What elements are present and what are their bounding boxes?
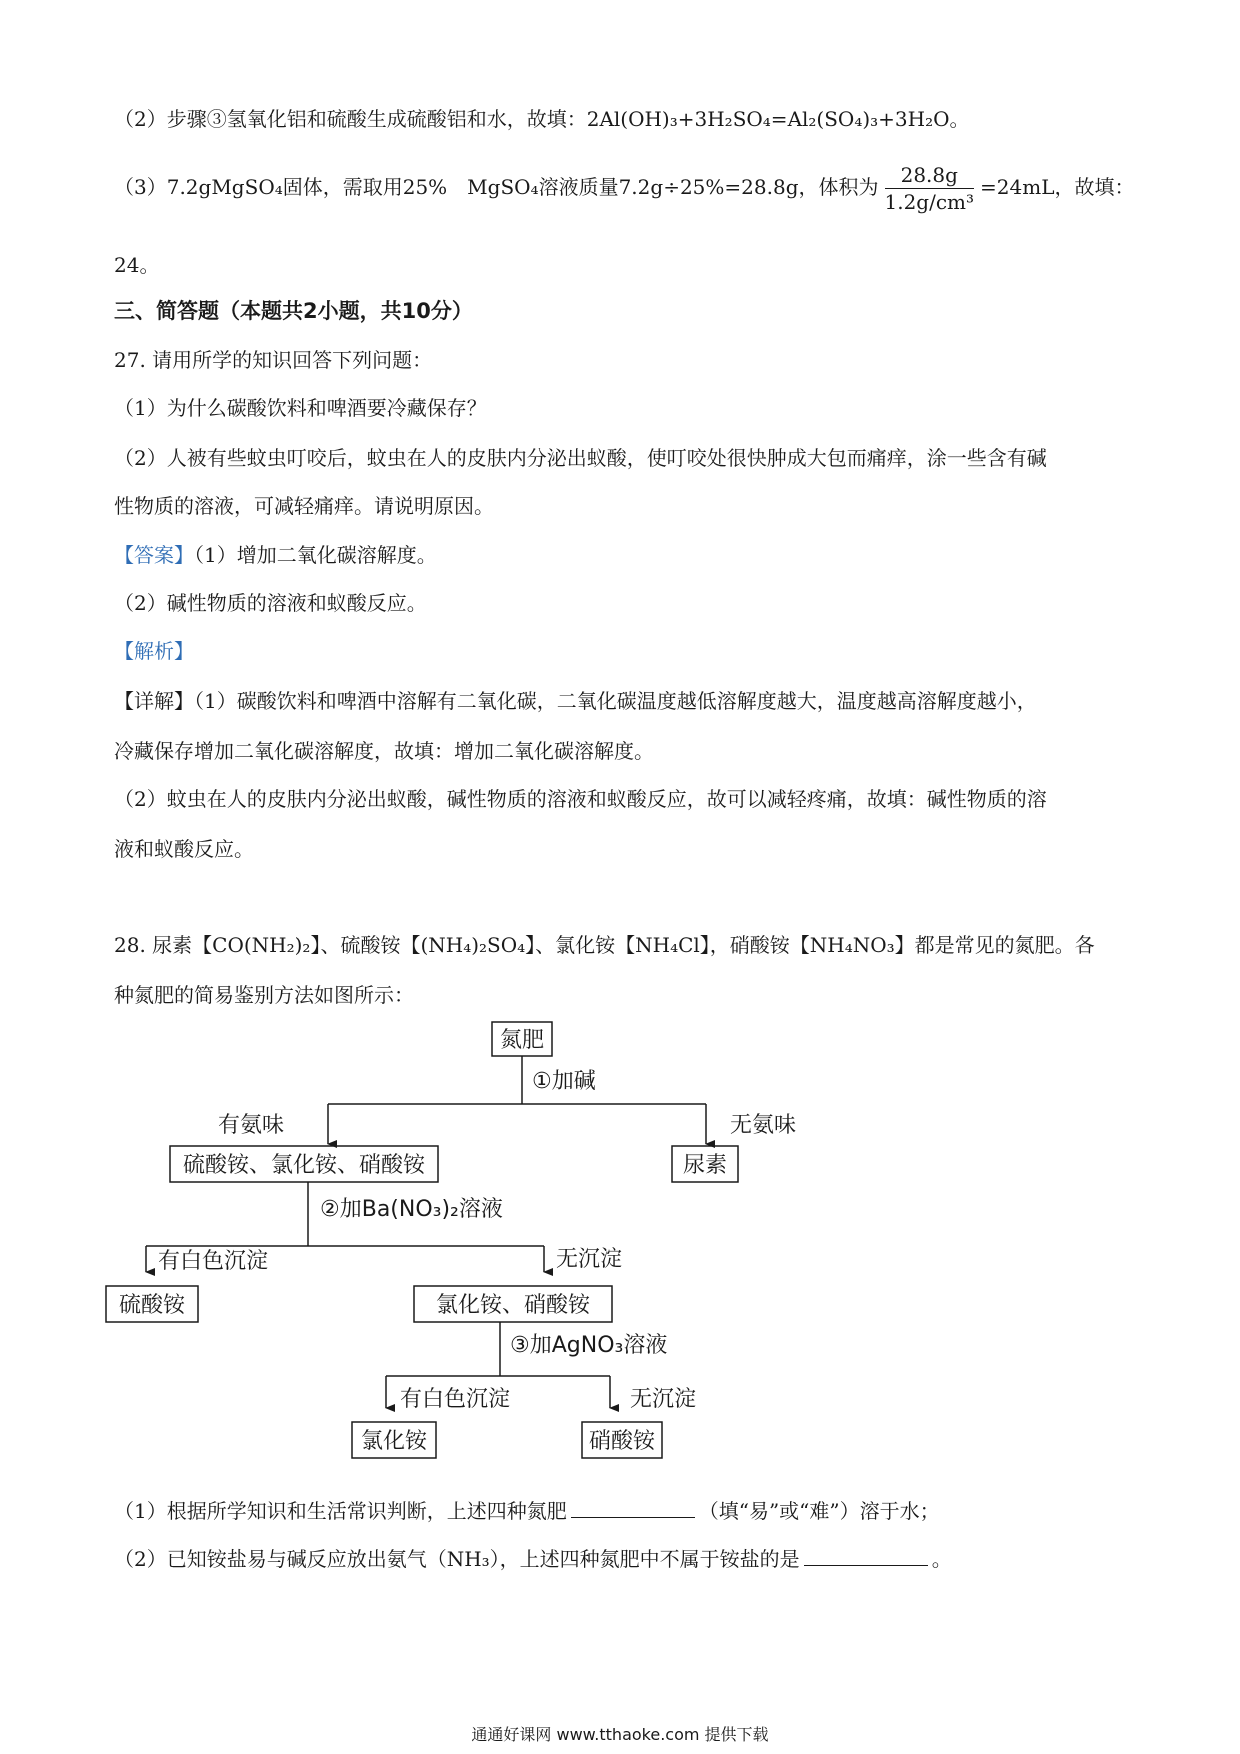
no-precipitate-label-1: 无沉淀	[556, 1247, 623, 1272]
explanation-2a: （2）蚊虫在人的皮肤内分泌出蚁酸，碱性物质的溶液和蚁酸反应，故可以减轻疼痛，故填：碱性物质的溶	[114, 787, 1047, 811]
urea-label: 尿素	[682, 1153, 728, 1178]
ammonia-smell-label: 有氨味	[218, 1113, 285, 1138]
question-27-part-2b: 性物质的溶液，可减轻痛痒。请说明原因。	[114, 494, 494, 518]
q28-2-suffix: 。	[931, 1547, 952, 1571]
solution-line-3	[114, 162, 1134, 215]
explanation-1b: 冷藏保存增加二氧化碳溶解度，故填：增加二氧化碳溶解度。	[114, 739, 654, 763]
question-28b: 种氮肥的简易鉴别方法如图所示：	[114, 983, 414, 1007]
q28-1-text: （1）根据所学知识和生活常识判断，上述四种氮肥	[114, 1499, 567, 1523]
root-label: 氮肥	[499, 1028, 545, 1053]
solution-line-3-result: =24mL，故填：	[980, 175, 1135, 199]
analysis-tag: 【解析】	[114, 639, 194, 663]
white-precipitate-label-2: 有白色沉淀	[400, 1387, 511, 1412]
answer-line-2: （2）碱性物质的溶液和蚁酸反应。	[114, 591, 427, 615]
solution-line-3-text: （3）7.2gMgSO₄固体，需取用25% MgSO₄溶液质量7.2g÷25%=28.8g，体积为	[114, 175, 879, 199]
explanation-1a: 【详解】（1）碳酸饮料和啤酒中溶解有二氧化碳，二氧化碳温度越低溶解度越大，温度越高溶解度越小，	[114, 689, 1037, 713]
group1-label: 硫酸铵、氯化铵、硝酸铵	[182, 1153, 426, 1178]
ammonium-chloride-label: 氯化铵	[360, 1429, 428, 1454]
nitrogen-fertilizer-flowchart	[100, 1020, 860, 1470]
group2-label: 氯化铵、硝酸铵	[435, 1293, 591, 1318]
solution-line-3-answer: 24。	[114, 253, 160, 277]
step-3-label: ③加AgNO₃溶液	[510, 1333, 668, 1358]
solution-line-2: （2）步骤③氢氧化铝和硫酸生成硫酸铝和水，故填：2Al(OH)₃+3H₂SO₄=Al₂(SO₄)₃+3H₂O。	[114, 107, 970, 131]
explanation-2b: 液和蚁酸反应。	[114, 837, 254, 861]
white-precipitate-label-1: 有白色沉淀	[158, 1249, 269, 1274]
no-precipitate-label-2: 无沉淀	[630, 1387, 697, 1412]
fraction-numerator: 28.8g	[885, 162, 975, 189]
question-28a: 28. 尿素【CO(NH₂)₂】、硫酸铵【(NH₄)₂SO₄】、氯化铵【NH₄Cl】，硝酸铵【NH₄NO₃】都是常见的氮肥。各	[114, 933, 1095, 957]
no-ammonia-smell-label: 无氨味	[730, 1113, 797, 1138]
ammonium-nitrate-label: 硝酸铵	[588, 1429, 656, 1454]
page-footer: 通通好课网 www.tthaoke.com 提供下载	[471, 1725, 769, 1744]
step-1-label: ①加碱	[532, 1069, 596, 1094]
question-28-part-1	[114, 1496, 940, 1526]
section-heading: 三、简答题（本题共2小题，共10分）	[114, 299, 473, 323]
question-27-part-1: （1）为什么碳酸饮料和啤酒要冷藏保存？	[114, 396, 487, 420]
fraction-denominator: 1.2g/cm³	[884, 190, 975, 214]
answer-blank-1[interactable]	[571, 1497, 695, 1518]
volume-fraction	[885, 162, 975, 215]
ammonium-sulfate-label: 硫酸铵	[118, 1293, 186, 1318]
q28-1-suffix: （填“易”或“难”）溶于水；	[698, 1499, 940, 1523]
question-28-part-2	[114, 1544, 952, 1574]
answer-line-1	[114, 540, 437, 570]
q28-2-text: （2）已知铵盐易与碱反应放出氨气（NH₃），上述四种氮肥中不属于铵盐的是	[114, 1547, 800, 1571]
question-27-part-2a: （2）人被有些蚊虫叮咬后，蚊虫在人的皮肤内分泌出蚁酸，使叮咬处很快肿成大包而痛痒，涂一些含有碱	[114, 446, 1047, 470]
answer-tag: 【答案】	[114, 543, 194, 567]
answer-blank-2[interactable]	[804, 1545, 928, 1566]
question-27: 27. 请用所学的知识回答下列问题：	[114, 348, 433, 372]
answer-1-text: （1）增加二氧化碳溶解度。	[194, 543, 437, 567]
step-2-label: ②加Ba(NO₃)₂溶液	[320, 1197, 503, 1222]
